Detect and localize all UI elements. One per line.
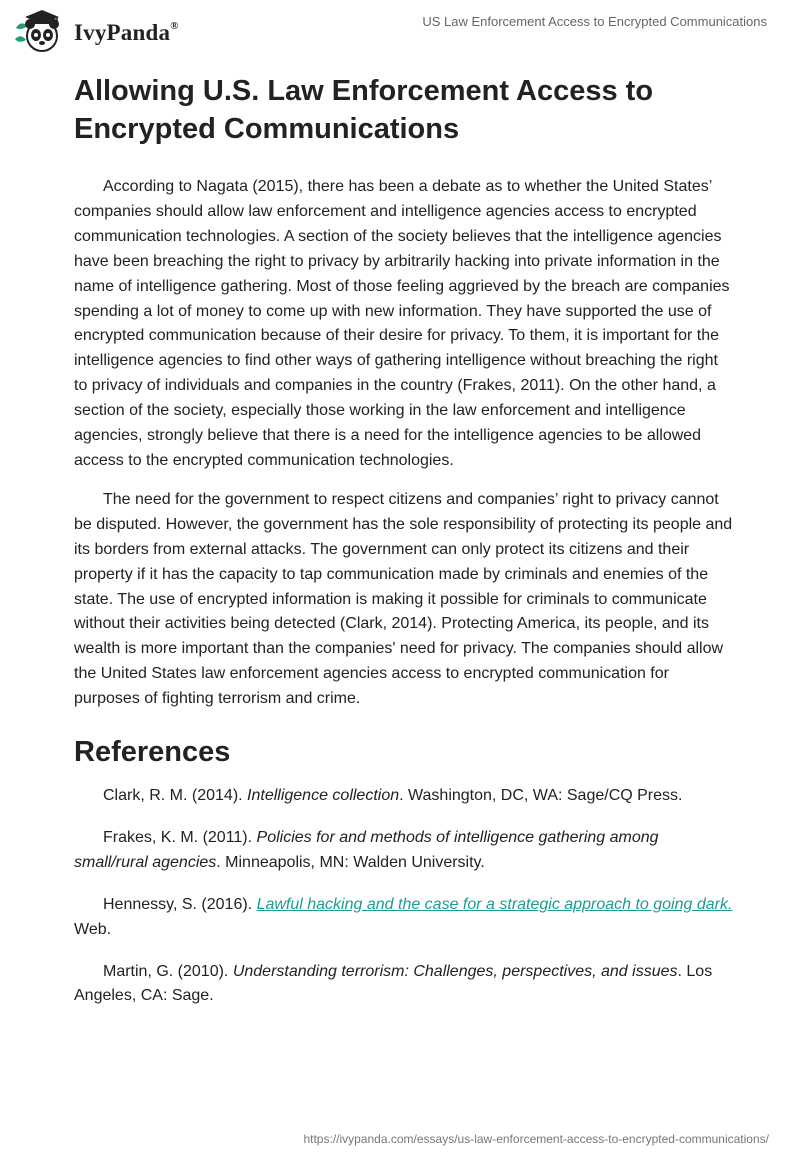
panda-graduate-icon xyxy=(13,8,67,56)
reference-author: Martin, G. (2010). xyxy=(103,962,233,980)
reference-details: . Washington, DC, WA: Sage/CQ Press. xyxy=(399,787,683,805)
reference-title: Intelligence collection xyxy=(247,787,400,805)
reference-title: Policies for and methods of intelligence gathering among small/rural agencies xyxy=(74,828,659,871)
page-header xyxy=(0,0,800,70)
reference-author: Hennessy, S. (2016). xyxy=(103,895,257,913)
references-heading: References xyxy=(74,736,231,769)
reference-link[interactable]: Lawful hacking and the case for a strategic approach to going dark. xyxy=(256,895,733,913)
article-content xyxy=(74,72,734,1026)
reference-item xyxy=(74,784,734,809)
brand-name: IvyPanda® xyxy=(74,20,179,45)
source-url: https://ivypanda.com/essays/us-law-enforcement-access-to-encrypted-communications/ xyxy=(303,1132,769,1146)
article-title: Allowing U.S. Law Enforcement Access to Encrypted Communications xyxy=(74,75,654,145)
reference-details: . Minneapolis, MN: Walden University. xyxy=(216,853,485,871)
reference-item xyxy=(74,960,734,1010)
reference-details: . Los Angeles, CA: Sage. xyxy=(74,962,713,1005)
references-list xyxy=(74,784,734,1009)
reference-details: Web. xyxy=(74,920,112,938)
reference-author: Clark, R. M. (2014). xyxy=(103,787,248,805)
reference-author: Frakes, K. M. (2011). xyxy=(103,828,257,846)
registered-mark: ® xyxy=(170,20,179,33)
running-title: US Law Enforcement Access to Encrypted Communications xyxy=(422,14,767,29)
body-paragraph: The need for the government to respect citizens and companies’ right to privacy cannot be disputed. However, the government has the sole responsibility of protecting its people and its borders from external attacks. The government can only protect its citizens and their property if it has the capacity to tap communication made by criminals and enemies of the state. The use of encrypted information is making it possible for criminals to communicate without their activities being detected (Clark, 2014). Protecting America, its people, and its wealth is more important than the companies' need for privacy. The companies should allow the United States law enforcement agencies access to encrypted communication for purposes of fighting terrorism and crime. xyxy=(74,490,733,708)
ivypanda-logo[interactable] xyxy=(13,8,179,56)
reference-item xyxy=(74,826,734,876)
reference-title: Understanding terrorism: Challenges, perspectives, and issues xyxy=(232,962,678,980)
reference-item xyxy=(74,893,734,943)
body-paragraph: According to Nagata (2015), there has been a debate as to whether the United States’ companies should allow law enforcement and intelligence agencies access to encrypted communication technologies. A section of the society believes that the intelligence agencies have been breaching the right to privacy by arbitrarily hacking into private information in the name of intelligence gathering. Most of those feeling aggrieved by the breach are companies spending a lot of money to come up with new information. They have supported the use of encrypted communication because of their desire for privacy. To them, it is important for the intelligence agencies to find other ways of gathering intelligence without breaching the right to privacy of individuals and companies in the country (Frakes, 2011). On the other hand, a section of the society, especially those working in the law enforcement and intelligence agencies, strongly believe that there is a need for the intelligence agencies to be allowed access to the encrypted communication technologies. xyxy=(74,178,730,469)
